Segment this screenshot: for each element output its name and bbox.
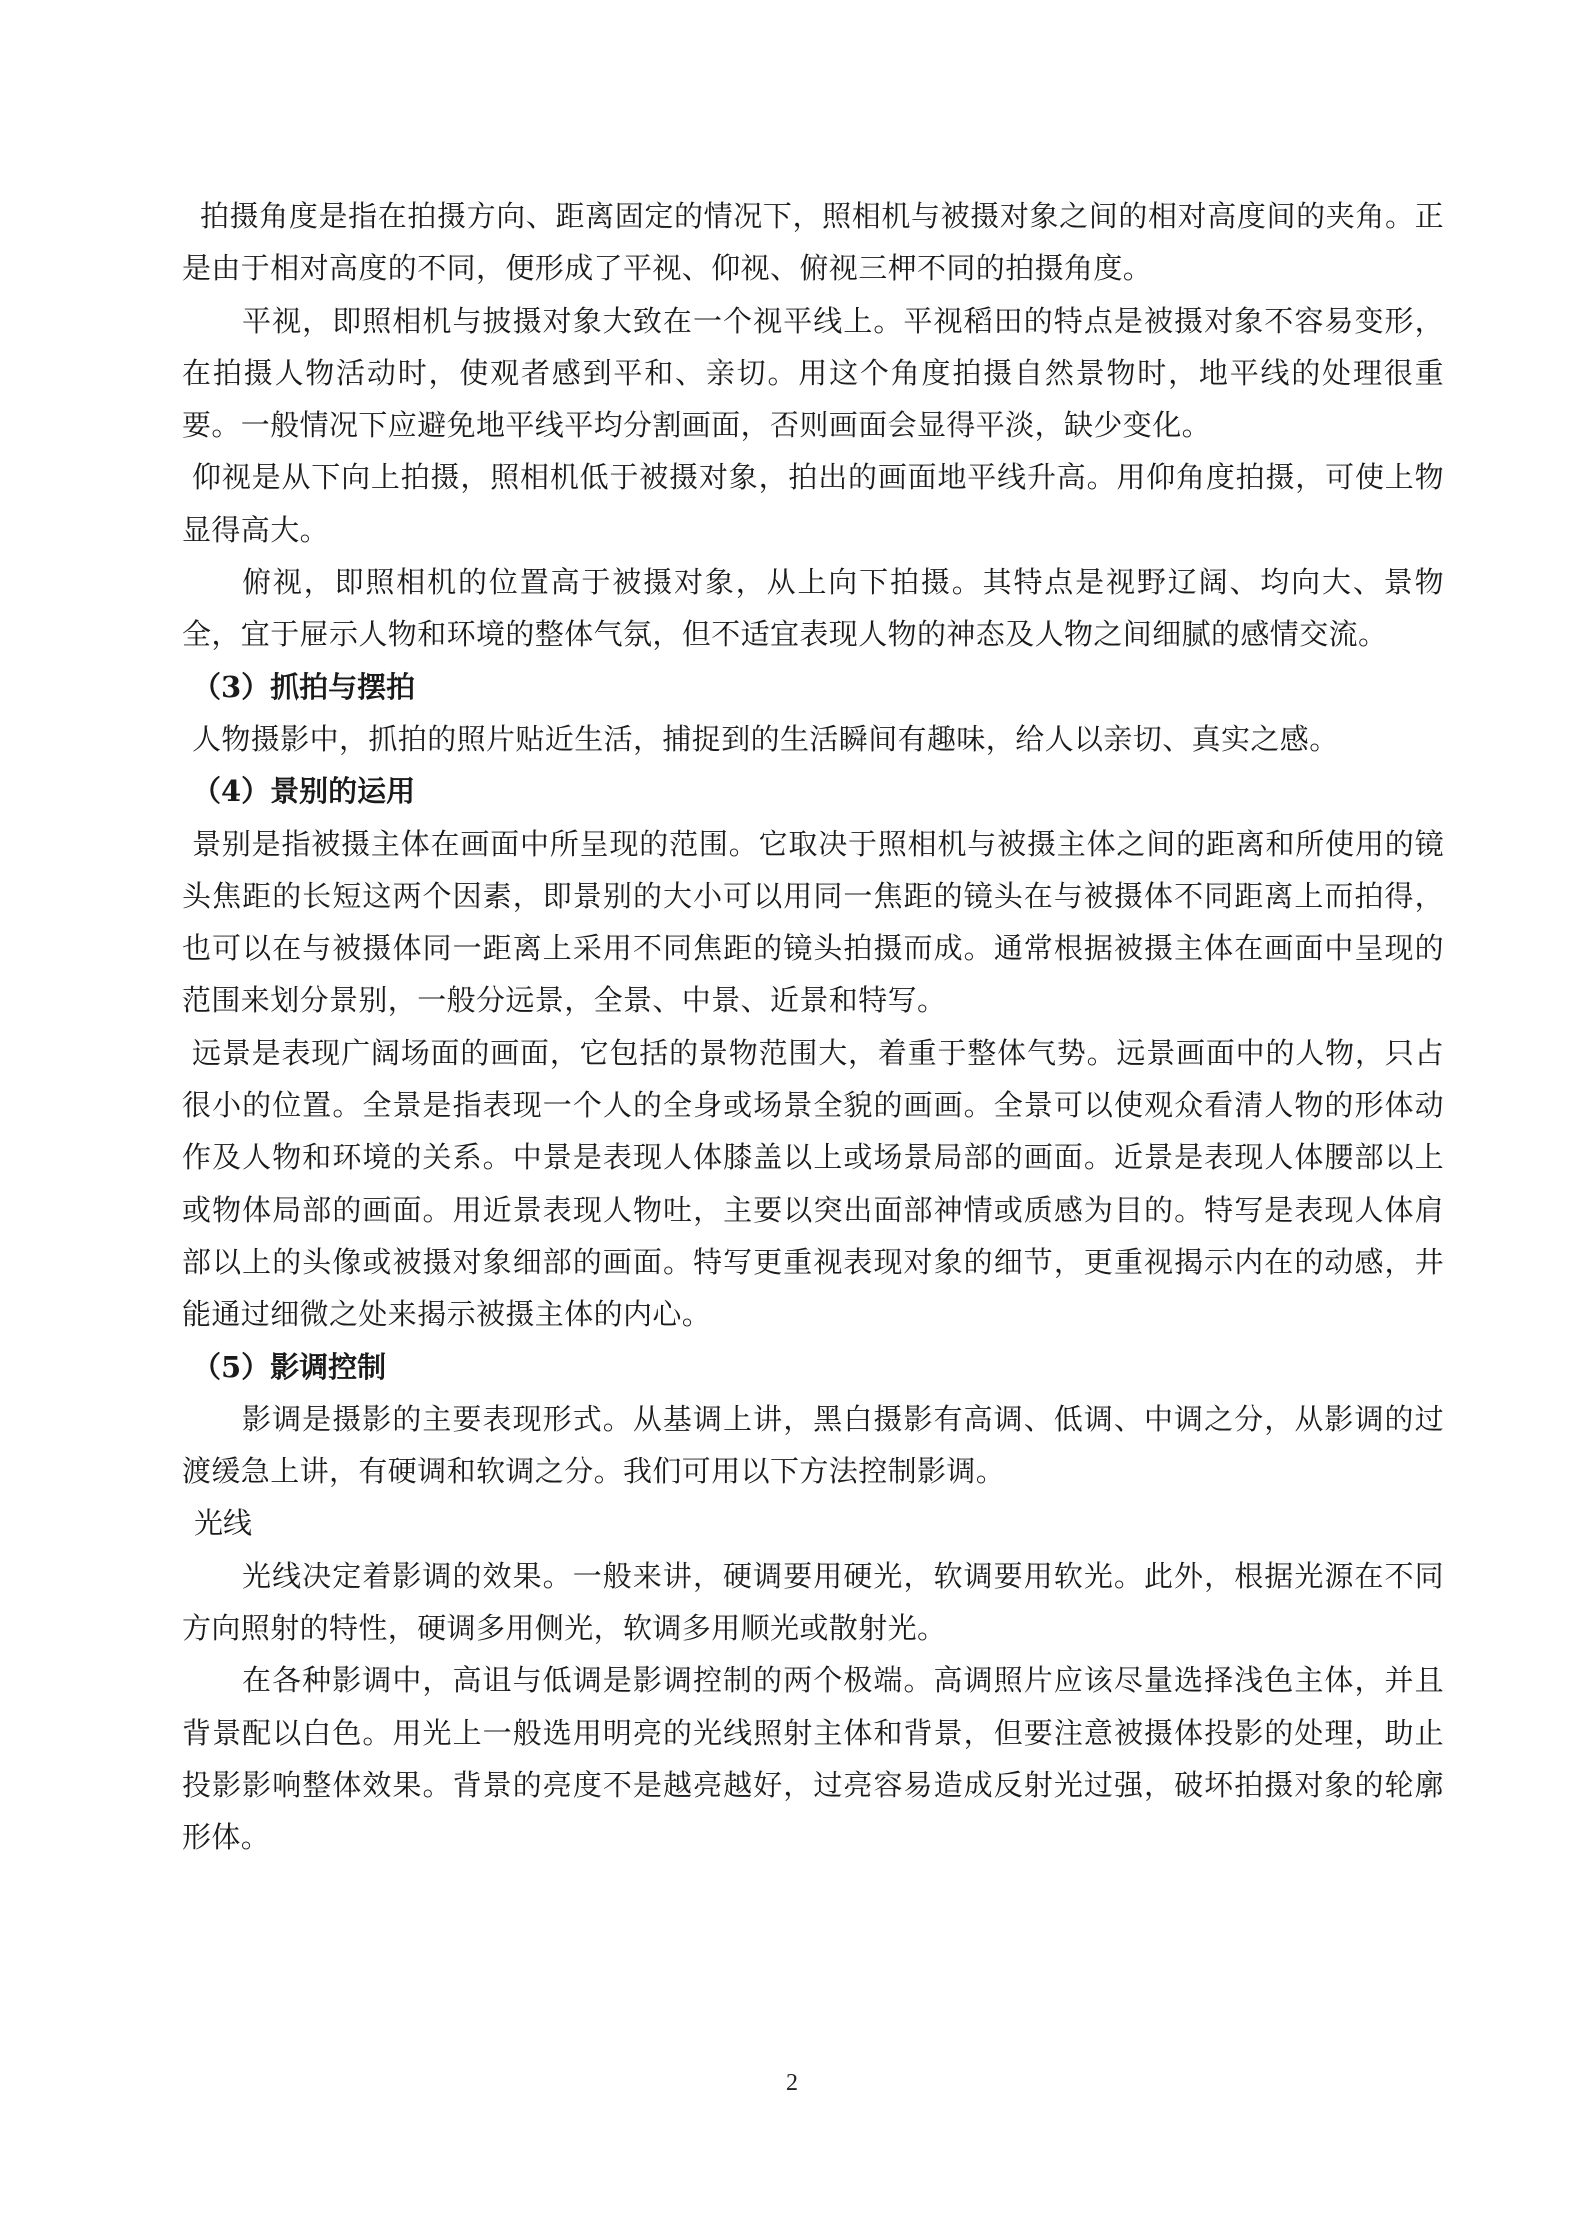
paragraph-high-low-key: 在各种影调中，高诅与低调是影调控制的两个极端。高调照片应该尽量选择浅色主体，并且背景配以白色。用光上一般选用明亮的光线照射主体和背景，但要注意被摄体投影的处理，助止投影影响整体效果。背景的亮度不是越亮越好，过亮容易造成反射光过强，破坏拍摄对象的轮廓形体。 — [182, 1663, 1444, 1855]
section-heading-candid-posed: （3）抓拍与摆拍 — [192, 669, 416, 704]
paragraph-shot-size-definition: 景别是指被摄主体在画面中所呈现的范围。它取决于照相机与被摄主体之间的距离和所使用的镜头焦距的长短这两个因素，即景别的大小可以用同一焦距的镜头在与被摄体不同距离上而拍得，也可以在与被摄体同一距离上采用不同焦距的镜头拍摄而成。通常根据被摄主体在画面中呈现的范围来划分景别，一般分远景，全景、中景、近景和特写。 — [182, 826, 1444, 1018]
document-body — [182, 190, 1444, 1864]
section-heading-tone-control: （5）影调控制 — [192, 1349, 387, 1384]
paragraph-low-angle: 仰视是从下向上拍摄，照相机低于被摄对象，拍出的画面地平线升高。用仰角度拍摄，可使上物显得高大。 — [182, 460, 1444, 547]
paragraph-shot-size-types: 远景是表现广阔场面的画面，它包括的景物范围大，着重于整体气势。远景画面中的人物，只占很小的位置。全景是指表现一个人的全身或场景全貌的画画。全景可以使观众看清人物的形体动作及人物和环境的关系。中景是表现人体膝盖以上或场景局部的画面。近景是表现人体腰部以上或物体局部的画面。用近景表现人物吐，主要以突出面部神情或质感为目的。特写是表现人体肩部以上的头像或被摄对象细部的画面。特写更重视表现对象的细节，更重视揭示内在的动感，井能通过细微之处来揭示被摄主体的内心。 — [182, 1035, 1444, 1332]
sub-label-light: 光线 — [194, 1506, 253, 1541]
paragraph-shooting-angle: 拍摄角度是指在拍摄方向、距离固定的情况下，照相机与被摄对象之间的相对高度间的夹角。正是由于相对高度的不同，便形成了平视、仰视、俯视三柙不同的拍摄角度。 — [182, 199, 1444, 286]
paragraph-high-angle: 俯视，即照相机的位置高于被摄对象，从上向下拍摄。其特点是视野辽阔、均向大、景物全，宜于屉示人物和环境的整体气氛，但不适宜表现人物的神态及人物之间细腻的感情交流。 — [182, 565, 1444, 652]
paragraph-candid: 人物摄影中，抓拍的照片贴近生活，捕捉到的生活瞬间有趣味，给人以亲切、真实之感。 — [192, 721, 1339, 756]
paragraph-light: 光线决定着影调的效果。一般来讲，硬调要用硬光，软调要用软光。此外，根据光源在不同方向照射的特性，硬调多用侧光，软调多用顺光或散射光。 — [182, 1558, 1444, 1646]
page-number: 2 — [786, 2070, 798, 2096]
paragraph-level-view: 平视，即照相机与披摄对象大致在一个视平线上。平视稻田的特点是被摄对象不容易变形，在拍摄人物活动时，使观者感到平和、亲切。用这个角度拍摄自然景物时，地平线的处理很重要。一般情况下应避免地平线平均分割画面，否则画面会显得平淡，缺少变化。 — [182, 303, 1444, 443]
section-heading-shot-size: （4）景别的运用 — [192, 774, 416, 809]
paragraph-tone-definition: 影调是摄影的主要表现形式。从基调上讲，黑白摄影有高调、低调、中调之分，从影调的过渡缓急上讲，有硬调和软调之分。我们可用以下方法控制影调。 — [182, 1401, 1444, 1489]
